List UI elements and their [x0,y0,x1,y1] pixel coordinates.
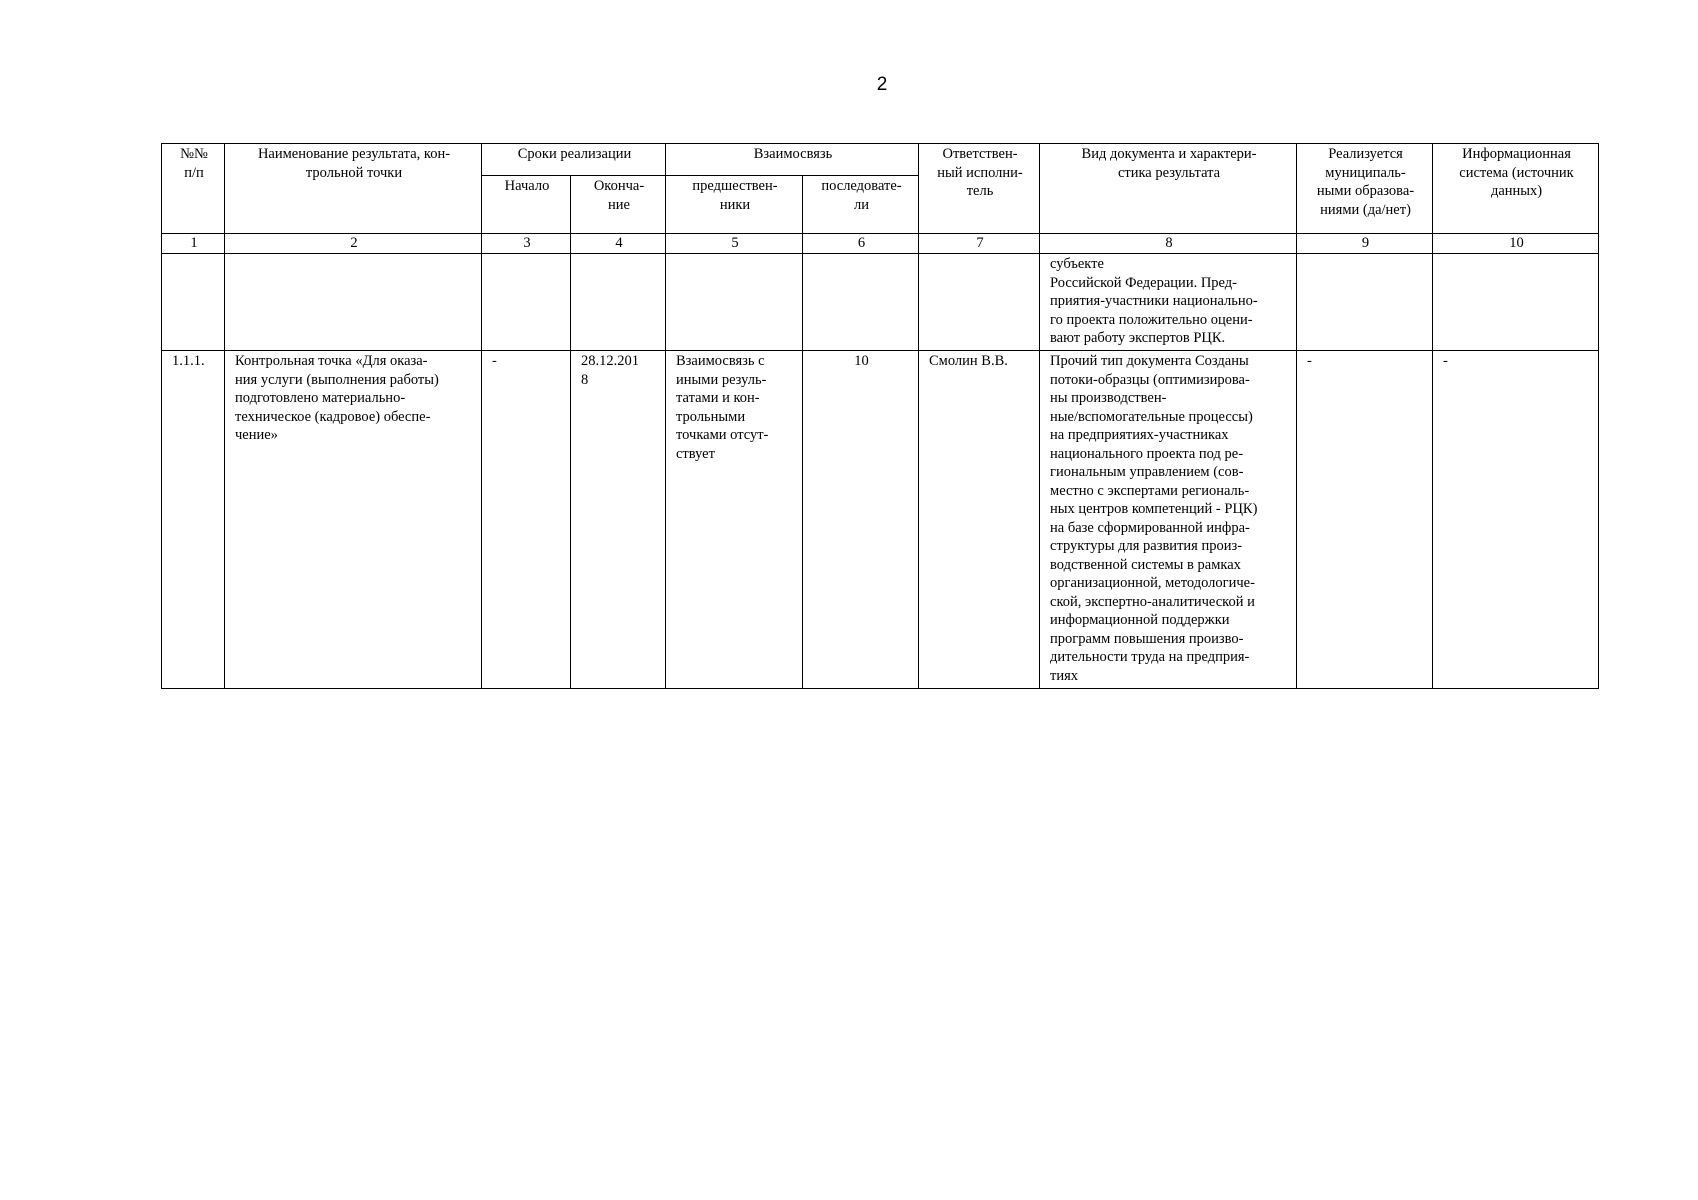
cell-empty [162,254,225,351]
cell-municipal: - [1297,351,1433,689]
column-number: 5 [666,234,803,254]
cell-responsible: Смолин В.В. [919,351,1040,689]
header-successors: последовате- ли [803,176,919,234]
cell-empty [571,254,666,351]
header-terms: Сроки реализации [482,144,666,176]
header-num: №№ п/п [162,144,225,234]
header-municipal: Реализуется муниципаль- ными образова- ниями (да/нет) [1297,144,1433,234]
column-number: 7 [919,234,1040,254]
page-number: 2 [876,74,888,95]
header-end: Оконча- ние [571,176,666,234]
column-number: 4 [571,234,666,254]
header-doc-type: Вид документа и характери- стика результата [1040,144,1297,234]
cell-doc-type-continued: субъекте Российской Федерации. Пред- приятия-участники национально- го проекта положительно оцени- вают работу экспертов РЦК. [1040,254,1297,351]
cell-successors: 10 [803,351,919,689]
table-row [162,351,1599,689]
header-info-system: Информационная система (источник данных) [1433,144,1599,234]
cell-empty [666,254,803,351]
cell-doc-type: Прочий тип документа Созданы потоки-образцы (оптимизирова- ны производствен- ные/вспомогательные процессы) на предприятиях-участниках национального проекта под ре- гиональным управлением (сов- местно с экспертами региональ- ных центров компетенций - РЦК) на базе сформированной инфра- структуры для развития произ- водственной системы в рамках организационной, методологиче- ской, экспертно-аналитической и информационной поддержки программ повышения произво- дительности труда на предприя- тиях [1040,351,1297,689]
header-row-top [162,144,1599,176]
column-number: 3 [482,234,571,254]
cell-name: Контрольная точка «Для оказа- ния услуги (выполнения работы) подготовлено материально- техническое (кадровое) обеспе- чение» [225,351,482,689]
cell-empty [919,254,1040,351]
column-number: 1 [162,234,225,254]
cell-empty [482,254,571,351]
column-numbers-row [162,234,1599,254]
header-start: Начало [482,176,571,234]
continuation-row [162,254,1599,351]
cell-start: - [482,351,571,689]
results-table [161,143,1599,689]
header-predecessors: предшествен- ники [666,176,803,234]
column-number: 6 [803,234,919,254]
cell-empty [1297,254,1433,351]
column-number: 8 [1040,234,1297,254]
header-relation: Взаимосвязь [666,144,919,176]
cell-info-system: - [1433,351,1599,689]
cell-num: 1.1.1. [162,351,225,689]
column-number: 2 [225,234,482,254]
cell-empty [803,254,919,351]
cell-predecessors: Взаимосвязь с иными резуль- татами и кон- трольными точками отсут- ствует [666,351,803,689]
cell-empty [1433,254,1599,351]
cell-end: 28.12.201 8 [571,351,666,689]
column-number: 10 [1433,234,1599,254]
header-responsible: Ответствен- ный исполни- тель [919,144,1040,234]
cell-empty [225,254,482,351]
column-number: 9 [1297,234,1433,254]
header-name: Наименование результата, кон- трольной точки [225,144,482,234]
